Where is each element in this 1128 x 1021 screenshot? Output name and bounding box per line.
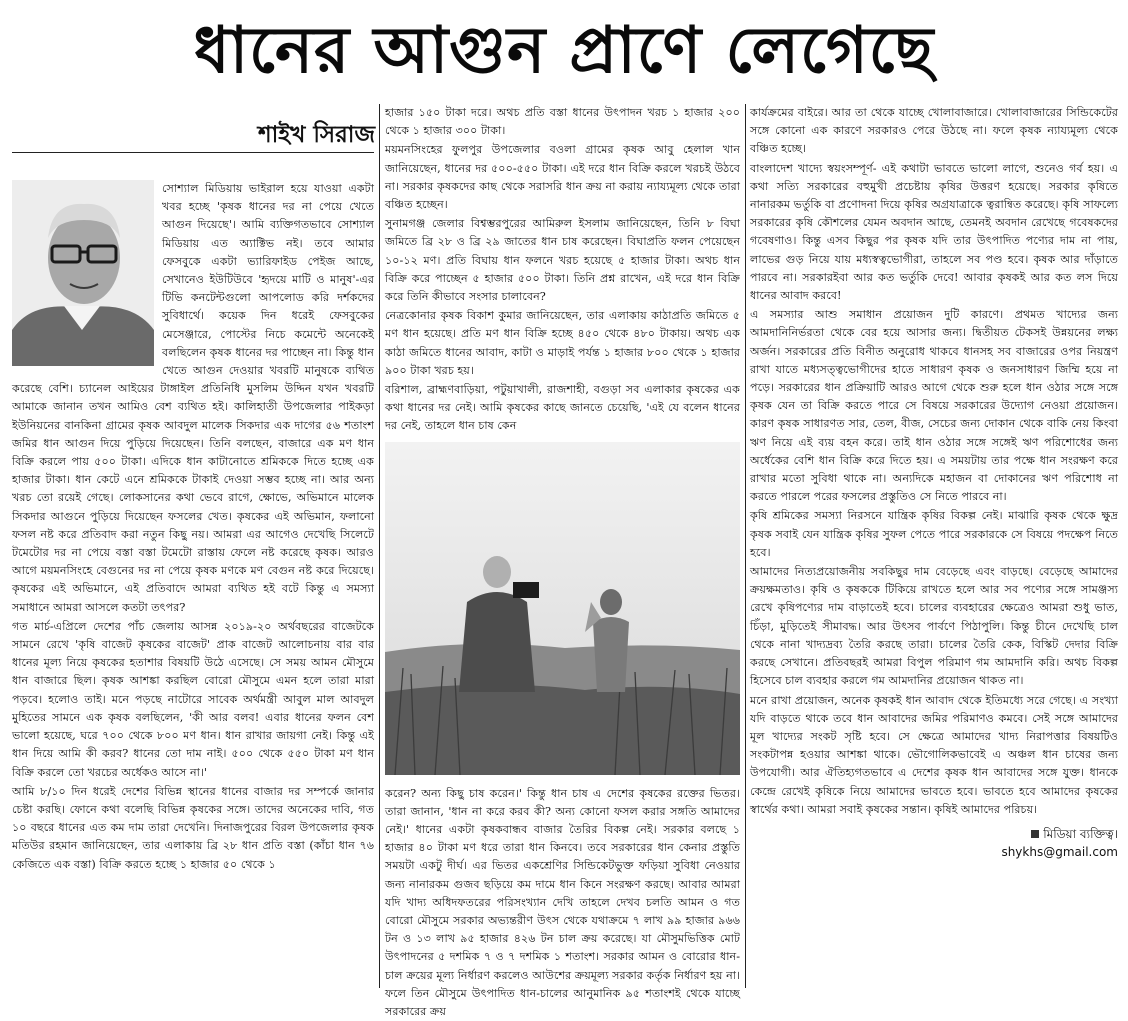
column1-paragraph-1: সোশ্যাল মিডিয়ায় ভাইরাল হয়ে যাওয়া একটা খবর হচ্ছে 'কৃষক ধানের দর না পেয়ে খেতে আগুন দিয়েছে'। আমি ব্যক্তিগতভাবে সোশ্যাল মিডিয়ায় এত অ্যাক্টিভ নই। তবে আমার ফেসবুকে একটা ভ্যারিফাইড পেইজ আছে, সেখানেও ইউটিউবে 'হৃদয়ে মাটি ও মানুষ'-এর টিভি কনটেন্টগুলো আপলোড করি দর্শকদের সুবিধার্থে। কয়েক দিন ধরেই ফেসবুকের মেসেঞ্জারে, পোস্টের নিচে কমেন্টে অনেকেই বলছিলেন কৃষক ধানের দর পাচ্ছেন না। কিন্তু ধান খেতে আগুন দেওয়ার খবরটি মানুষকে ব্যথিত করেছে বেশি। চ্যানেল আইয়ের টাঙ্গাইল প্রতিনিধি মুসলিম উদ্দিন যখন খবরটি আমাকে জানান তখন আমিও বেশ ব্যথিত হই। কালিহাতী উপজেলার পাইকড়া ইউনিয়নের বানকিনা গ্রামের কৃষক আবদুল মালেক সিকদার এক দাগের ৫৬ শতাংশ জমির ধান আগুন দিয়ে পুড়িয়ে দিয়েছেন। তিনি বলছেন, বাজারে এক মণ ধান বিক্রি করলে পায় ৫০০ টাকা। এদিকে ধান কাটানোতে শ্রমিককে দিতে হচ্ছে এক হাজার টাকা। ধান কেটে এনে শ্রমিককে টাকাই দেওয়া সম্ভব হচ্ছে না। আর অন্য খরচ তো রয়েই গেছে। লোকসানের কথা ভেবে রাগে, ক্ষোভে, অভিমানে মালেক সিকদার আগুনে পুড়িয়ে দিয়েছেন ফসলের খেত। কৃষকের এই অভিমান, ফলানো ফসল নষ্ট করে প্রতিবাদ করা নতুন কিছু নয়। আমরা এর আগেও দেখেছি সিলেটে টমেটোর দর না পেয়ে বস্তা বস্তা টমেটো রাস্তায় ফেলে নষ্ট করেছে কৃষক। আরও আগে ময়মনসিংহে বেগুনের দর না পেয়ে কৃষক মণকে মণ বেগুন নষ্ট করে দিয়েছে। কৃষকের এই অভিমানে, এই প্রতিবাদে আমরা ব্যথিত হই বটে কিন্তু এ সমস্যা সমাধানে আমরা আসলে কতটা তৎপর? xyxy=(12,182,374,614)
column2-paragraph-4: নেত্রকোনার কৃষক বিকাশ কুমার জানিয়েছেন, তার এলাকায় কাঠাপ্রতি জমিতে ৫ মণ ধান হয়েছে। প্রতি মণ ধান বিক্রি হচ্ছে ৪৫০ থেকে ৪৮০ টাকায়। অথচ এক কাঠা জমিতে ধানের আবাদ, কাটা ও মাড়াই পর্যন্ত ১ হাজার ৮০০ থেকে ১ হাজার ৯০০ টাকা খরচ হয়। xyxy=(385,309,740,377)
column2-paragraph-6: করেন? অন্য কিছু চাষ করেন।' কিন্তু ধান চাষ এ দেশের কৃষকের রক্তের ভিতর। তারা জানান, 'ধান না করে করব কী? অন্য কোনো ফসল করার সঙ্গতি আমাদের নেই।' ধানের একটা কৃষকবান্ধব বাজার তৈরির বিকল্প নেই। সরকার বলছে ১ হাজার ৪০ টাকা মণ ধরে তারা ধান কিনবে। তবে সরকারের ধান কেনার প্রস্তুতি সময়টা একটু দীর্ঘ। এর ভিতর একশ্রেণির সিন্ডিকেটভুক্ত ফড়িয়া সুবিধা নেওয়ার জন্য নানারকম গুজব ছড়িয়ে কম দামে ধান কিনে সংরক্ষণ করছে। আবার আমরা যদি খাদ্য অধিদফতরের পরিসংখ্যান দেখি তাহলে দেখব চলতি আমন ও গত বোরো মৌসুমে সরকার অভ্যন্তরীণ উৎস থেকে যথাক্রমে ৭ লাখ ৯৯ হাজার ৯৬৬ টন ও ১৩ লাখ ৯৫ হাজার ৪২৬ টন চাল ক্রয় করেছে। যা মৌসুমভিত্তিক মোট উৎপাদনের ৫ দশমিক ৭ ও ৭ দশমিক ১ শতাংশ। সরকার আমন ও বোরোর ধান-চাল ক্রয়ের মূল্য নির্ধারণ করলেও আউশের ক্রয়মূল্য সরকার কর্তৃক নির্ধারণ হয় না। ফলে তিন মৌসুমে উৎপাদিত ধান-চালের আনুমানিক ৯৫ শতাংশই থেকে যাচ্ছে সরকারের ক্রয় xyxy=(385,786,740,1019)
square-bullet-icon xyxy=(1031,830,1039,838)
column3-paragraph-1: কার্যক্রমের বাইরে। আর তা থেকে যাচ্ছে খোলাবাজারে। খোলাবাজারের সিন্ডিকেটের সঙ্গে কোনো এক কারণে সরকারও পেরে উঠছে না। ফলে কৃষক ন্যায্যমূল্য থেকে বঞ্চিত হচ্ছে। xyxy=(750,106,1118,156)
column3-paragraph-5: আমাদের নিত্যপ্রয়োজনীয় সবকিছুর দাম বেড়েছে এবং বাড়ছে। বেড়েছে আমাদের ক্রয়ক্ষমতাও। কৃষি ও কৃষককে টিকিয়ে রাখতে হলে আর সব পণ্যের সঙ্গে সামঞ্জস্য রেখে কৃষিপণ্যের দাম বাড়াতেই হবে। চালের ব্যবহারের ক্ষেত্রেও আমরা শুধু ভাত, চিঁড়া, মুড়িতেই সীমাবদ্ধ। আর উৎসব পার্বণে পিঠাপুলি। কিন্তু চীনে দেখেছি চাল থেকে নানা খাদ্যদ্রব্য তৈরি করছে তারা। চালের তৈরি কেক, বিস্কিট দেদার বিক্রি করছে সেখানে। প্রতিবছরই আমরা বিপুল পরিমাণ গম আমদানি করি। অথচ বিকল্প হিসেবে চাল ব্যবহার করলে গম আমদানির প্রয়োজন থাকত না। xyxy=(750,565,1118,688)
column3-paragraph-4: কৃষি শ্রমিকের সমস্যা নিরসনে যান্ত্রিক কৃষির বিকল্প নেই। মাঝারি কৃষক থেকে ক্ষুদ্র কৃষক সবাই যেন যান্ত্রিক কৃষির সুফল পেতে পারে সরকারকে সে বিষয়ে পদক্ষেপ নিতে হবে। xyxy=(750,509,1118,559)
column3-paragraph-3: এ সমস্যার আশু সমাধান প্রয়োজন দুটি কারণে। প্রথমত খাদ্যের জন্য আমদানিনির্ভরতা থেকে বের হয়ে আসার জন্য। দ্বিতীয়ত টেকসই উন্নয়নের লক্ষ্য অর্জন। সরকারের প্রতি বিনীত অনুরোধ থাকবে ধানসহ সব বাজারের ওপর নিয়ন্ত্রণ রাখা যাতে মধ্যসত্ত্বভোগীদের হাতে সাধারণ কৃষক ও জনসাধারণ জিম্মি হয়ে না পড়ে। সরকারের ধান প্রক্রিয়াটি আরও আগে থেকে শুরু হলে ধান ওঠার সঙ্গে সঙ্গে কৃষক যেন তা বিক্রি করতে পারে সে বিষয়ে সরকারের উদ্যোগ নেওয়া প্রয়োজন। কারণ কৃষক সাধারণত সার, তেল, বীজ, সেচের জন্য দোকান থেকে বাকি নেয় কিংবা ঋণ নিয়ে এই ব্যয় বহন করে। তাই ধান ওঠার সঙ্গে সঙ্গেই ঋণ পরিশোধের জন্য অর্ধেকের বেশি ধান বিক্রি করে দিতে হয়। এ সময়টায় তার পক্ষে ধান সংরক্ষণ করে রাখার মতো সুবিধা থাকে না। অন্যদিকে মহাজন বা দোকানের ঋণ পরিশোধ না করতে পারলে পরের ফসলের প্রস্তুতিও সে নিতে পারবে না। xyxy=(750,308,1118,504)
column2-paragraph-5: বরিশাল, ব্রাহ্মণবাড়িয়া, পটুয়াখালী, রাজশাহী, বগুড়া সব এলাকার কৃষকের এক কথা ধানের দর নেই। আমি কৃষকের কাছে জানতে চেয়েছি, 'এই যে বলেন ধানের দর নেই, তাহলে ধান চাষ কেন xyxy=(385,383,740,433)
author-portrait xyxy=(12,180,154,366)
column2-paragraph-2: ময়মনসিংহের ফুলপুর উপজেলার বওলা গ্রামের কৃষক আবু হেলাল খান জানিয়েছেন, ধানের দর ৫০০-৫৫০ টাকা। এই দরে ধান বিক্রি করলে খরচই উঠবে না। সরকার কৃষকদের কাছ থেকে সরাসরি ধান ক্রয় না করায় ন্যায্যমূল্য থেকে তারা বঞ্চিত হচ্ছেন। xyxy=(385,143,740,212)
headline: ধানের আগুন প্রাণে লেগেছে xyxy=(193,14,935,88)
column-rule-2 xyxy=(745,104,746,988)
column-rule-1 xyxy=(379,104,380,988)
author-signature xyxy=(750,825,1118,861)
column2-paragraph-3: সুনামগঞ্জ জেলার বিশ্বম্ভরপুরের আমিরুল ইসলাম জানিয়েছেন, তিনি ৮ বিঘা জমিতে ব্রি ২৮ ও ব্রি ২৯ জাতের ধান চাষ করেছেন। বিঘাপ্রতি ফলন পেয়েছেন ১০-১২ মণ। প্রতি বিঘায় ধান ফলনে খরচ হয়েছে ৫ হাজার টাকা। অথচ ধান বিক্রি করে পাচ্ছেন ৫ হাজার ৫০০ টাকা। তিনি প্রশ্ন রাখেন, এই দরে ধান বিক্রি করে তিনি কীভাবে সংসার চালাবেন? xyxy=(385,217,740,304)
field-photo-illustration xyxy=(385,442,740,775)
author-email: shykhs@gmail.com xyxy=(1001,844,1118,859)
author-role: মিডিয়া ব্যক্তিত্ব। xyxy=(1043,826,1118,841)
article-column-3 xyxy=(750,104,1118,988)
byline: শাইখ সিরাজ xyxy=(258,122,376,148)
column1-paragraph-3: আমি ৮/১০ দিন ধরেই দেশের বিভিন্ন স্থানের ধানের বাজার দর সম্পর্কে জানার চেষ্টা করছি। ফোনে কথা বলেছি বিভিন্ন কৃষকের সঙ্গে। তাদের অনেকের দাবি, গত ১০ বছরে ধানের এত কম দাম তারা দেখেনি। দিনাজপুরের বিরল উপজেলার কৃষক মতিউর রহমান জানিয়েছেন, তার এলাকায় ব্রি ২৮ ধান প্রতি বস্তা (কাঁচা ধান ৭৬ কেজিতে এক বস্তা) বিক্রি করতে হচ্ছে ১ হাজার ৫০ থেকে ১ xyxy=(12,784,374,871)
column2-paragraph-1: হাজার ১৫০ টাকা দরে। অথচ প্রতি বস্তা ধানের উৎপাদন খরচ ১ হাজার ২০০ থেকে ১ হাজার ৩০০ টাকা। xyxy=(385,106,740,138)
article-column-1 xyxy=(12,180,374,988)
column3-paragraph-6: মনে রাখা প্রয়োজন, অনেক কৃষকই ধান আবাদ থেকে ইতিমধ্যে সরে গেছে। এ সংখ্যা যদি বাড়তে থাকে তবে ধান আবাদের জমির পরিমাণও কমবে। সেই সঙ্গে আমাদের মূল খাদ্যের সংকট সৃষ্টি হবে। সে ক্ষেত্রে আমাদের খাদ্য নিরাপত্তার বিষয়টিও সংকটাপন্ন হওয়ার আশঙ্কা থাকে। ভৌগোলিকভাবেই এ অঞ্চল ধান চাষের জন্য উপযোগী। আর ঐতিহ্যগতভাবে এ দেশের কৃষক ধান আবাদের সঙ্গে যুক্ত। ধানকে কেন্দ্রে রেখেই কৃষিকে নিয়ে আমাদের ভাবতে হবে। ভাবতে হবে আমাদের কৃষকের স্বার্থের কথা। আমরা সবাই কৃষকের সন্তান। কৃষিই আমাদের পরিচয়। xyxy=(750,693,1118,816)
column3-paragraph-2: বাংলাদেশ খাদ্যে স্বয়ংসম্পূর্ণ- এই কথাটা ভাবতে ভালো লাগে, শুনেও গর্ব হয়। এ কথা সত্যি সরকারের বহুমুখী প্রচেষ্টায় কৃষির উত্তরণ হয়েছে। সরকার কৃষিতে নানারকম ভর্তুকি বা প্রণোদনা দিয়ে কৃষির অগ্রযাত্রাকে ত্বরান্বিত করেছে। কৃষি সাফল্যে সরকারের কৃষি কৌশলের যেমন অবদান আছে, তেমনই অবদান রেখেছে গবেষকদের গবেষণাও। কিন্তু এসব কিছুর পর কৃষক যদি তার উৎপাদিত পণ্যের দাম না পায়, লাভের গুড় নিয়ে যায় মধ্যস্বত্বভোগীরা, তাহলে সব পণ্ড হবে। কৃষক আর দাঁড়াতে পারবে না। সরকারইবা আর কত ভর্তুকি দেবে! আবার কৃষকই আর কত লস দিয়ে ধানের আবাদ করবে! xyxy=(750,161,1118,303)
article-column-2 xyxy=(385,104,740,1019)
column1-paragraph-2: গত মার্চ-এপ্রিলে দেশের পাঁচ জেলায় আসন্ন ২০১৯-২০ অর্থবছরের বাজেটকে সামনে রেখে 'কৃষি বাজেট কৃষকের বাজেট' প্রাক বাজেট আলোচনায় বার বার ধানের মূল্য নিয়ে কৃষকের হতাশার বিষয়টি উঠে এসেছে। সে সময় আমন মৌসুমে ধান বাজারে ছিল। কৃষক আশঙ্কা করছিল বোরো মৌসুমে এমন হলে তারা মারা পড়বে। হলোও তাই। মনে পড়ছে নাটোরে সাবেক অর্থমন্ত্রী আবুল মাল আবদুল মুহিতের সামনে এক কৃষক বলছিলেন, 'কী আর বলব! এবার ধানের ফলন বেশ ভালো হয়েছে, ঘরে ৭০০ থেকে ৮০০ মণ ধান। ধান রাখার জায়গা নেই। কিন্তু এই ধান দিয়ে আমি কী করব? ধানের তো দাম নাই। ৫০০ থেকে ৫৫০ টাকা মণ ধান বিক্রি করলে তো খরচের অর্ধেকও আসে না।' xyxy=(12,619,374,779)
byline-rule xyxy=(12,152,374,153)
author-portrait-illustration xyxy=(12,180,154,366)
field-photo xyxy=(385,442,740,775)
